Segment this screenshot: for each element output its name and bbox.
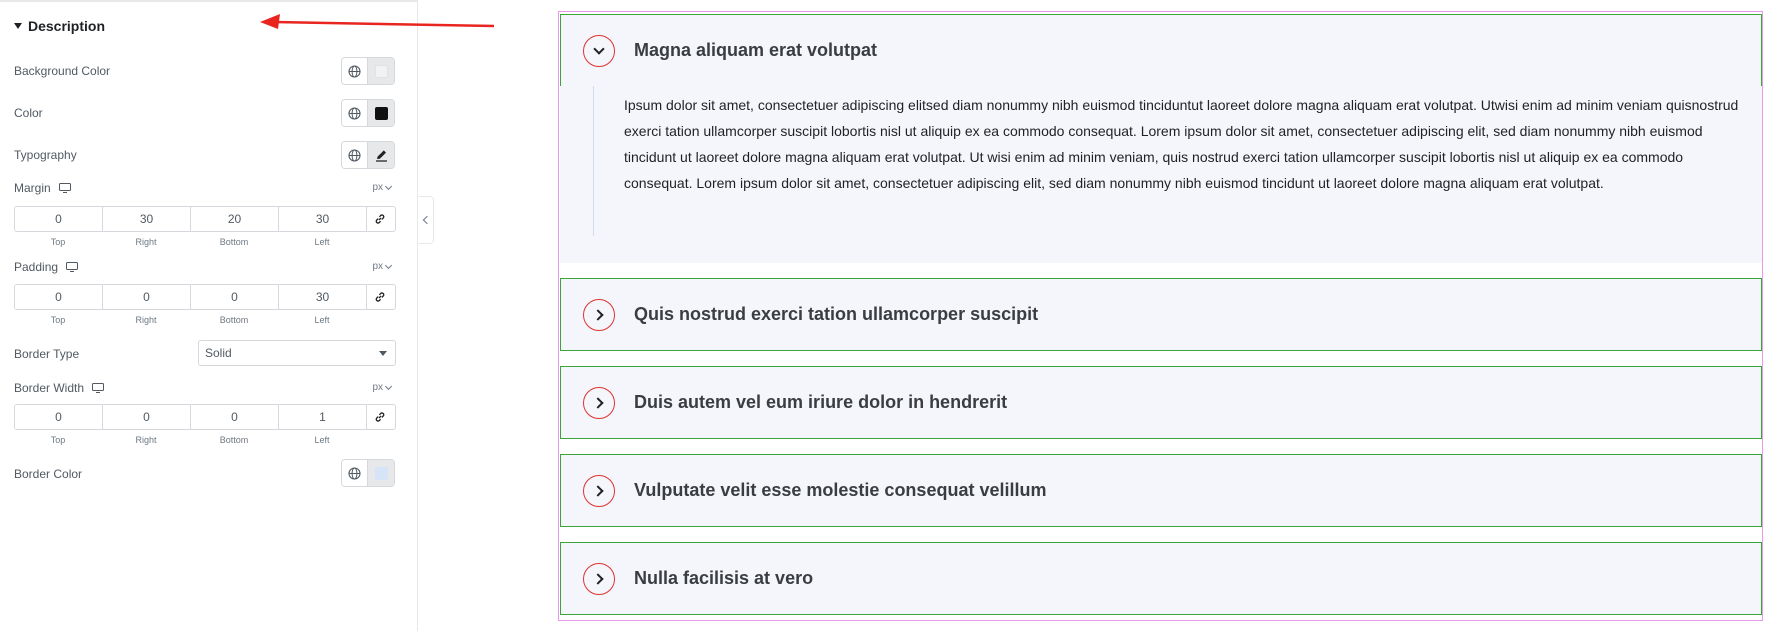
chevron-down-icon <box>385 261 392 268</box>
chevron-right-icon <box>592 309 603 320</box>
accordion-item-description: Ipsum dolor sit amet, consectetuer adipiscing elitsed diam nonummy nibh euismod tinciduntut laoreet dolore magna aliquam erat volutpat. Utwisi enim ad minim veniam quisnostrud exerci tation ullamcorper suscipit lobortis nisl ut aliquip ex ea commodo consequat. Lorem ipsum dolor sit amet, consectetuer adipiscing elit, sed diam nonummy nibh euismod tincidunt ut laoreet dolore magna aliquam erat volutpat. Ut wisi enim ad minim veniam, quis nostrud exerci tation ullamcorper suscipit lobortis nisl ut aliquip ex ea commodo consequat. Lorem ipsum dolor sit amet, consectetuer adipiscing elit, sed diam nonummy nibh euismod tincidunt ut laoreet dolore magna aliquam erat volutpat. <box>593 86 1753 236</box>
margin-left-input[interactable]: 30 <box>279 207 367 231</box>
global-typography-button[interactable] <box>342 142 368 168</box>
padding-inputs <box>14 284 396 310</box>
accordion-item-header[interactable] <box>560 14 1762 87</box>
section-title: Description <box>28 18 106 34</box>
global-colors-button[interactable] <box>342 100 368 126</box>
toggle-icon-ring <box>583 299 615 331</box>
collapse-panel-button[interactable] <box>418 196 434 244</box>
border-color-swatch <box>375 467 388 480</box>
monitor-icon[interactable] <box>66 262 78 272</box>
color-picker[interactable] <box>368 100 394 126</box>
border-width-unit-select[interactable]: px <box>372 382 391 393</box>
global-colors-button[interactable] <box>342 58 368 84</box>
accordion-item-header[interactable] <box>560 366 1762 439</box>
link-values-button[interactable] <box>367 405 393 429</box>
accordion-preview <box>558 11 1763 621</box>
border-width-label: Border Width <box>14 381 104 395</box>
padding-bottom-input[interactable]: 0 <box>191 285 279 309</box>
global-colors-button[interactable] <box>342 460 368 486</box>
background-color-control <box>341 57 395 85</box>
chevron-down-icon <box>385 382 392 389</box>
border-width-bottom-input[interactable]: 0 <box>191 405 279 429</box>
accordion-item-content <box>560 86 1762 263</box>
border-width-left-input[interactable]: 1 <box>279 405 367 429</box>
margin-top-input[interactable]: 0 <box>15 207 103 231</box>
accordion-item-header[interactable] <box>560 454 1762 527</box>
accordion-item-title: Quis nostrud exerci tation ullamcorper suscipit <box>634 304 1039 324</box>
globe-icon <box>348 467 361 480</box>
border-width-inputs <box>14 404 396 430</box>
typography-label: Typography <box>14 148 77 162</box>
pencil-icon <box>375 149 388 162</box>
toggle-icon-ring <box>583 387 615 419</box>
globe-icon <box>348 107 361 120</box>
toggle-icon-ring <box>583 475 615 507</box>
link-values-button[interactable] <box>367 285 393 309</box>
accordion-item-header[interactable] <box>560 542 1762 615</box>
chevron-left-icon <box>423 216 431 224</box>
toggle-icon-ring <box>583 563 615 595</box>
accordion-item-title: Duis autem vel eum iriure dolor in hendrerit <box>634 392 1008 412</box>
padding-left-input[interactable]: 30 <box>279 285 367 309</box>
border-color-control <box>341 459 395 487</box>
link-icon <box>374 411 386 423</box>
caret-down-icon <box>14 23 22 29</box>
monitor-icon[interactable] <box>59 183 71 193</box>
border-type-select[interactable]: Solid <box>198 340 396 366</box>
link-icon <box>374 213 386 225</box>
background-color-swatch <box>375 65 388 78</box>
margin-bottom-input[interactable]: 20 <box>191 207 279 231</box>
color-label: Color <box>14 106 43 120</box>
border-type-label: Border Type <box>14 347 80 361</box>
globe-icon <box>348 65 361 78</box>
chevron-down-icon <box>593 43 604 54</box>
typography-edit-button[interactable] <box>368 142 394 168</box>
panel-divider <box>0 0 418 2</box>
margin-right-input[interactable]: 30 <box>103 207 191 231</box>
color-swatch <box>375 107 388 120</box>
accordion-item-title: Magna aliquam erat volutpat <box>634 40 878 60</box>
background-color-picker[interactable] <box>368 58 394 84</box>
color-control <box>341 99 395 127</box>
padding-unit-select[interactable]: px <box>372 261 391 272</box>
padding-label: Padding <box>14 260 78 274</box>
border-width-top-input[interactable]: 0 <box>15 405 103 429</box>
caret-down-icon <box>379 351 387 356</box>
border-color-label: Border Color <box>14 467 83 481</box>
annotation-arrow <box>256 14 496 34</box>
accordion-item-title: Nulla facilisis at vero <box>634 568 814 588</box>
accordion-item-header[interactable] <box>560 278 1762 351</box>
padding-right-input[interactable]: 0 <box>103 285 191 309</box>
background-color-label: Background Color <box>14 64 111 78</box>
globe-icon <box>348 149 361 162</box>
border-color-picker[interactable] <box>368 460 394 486</box>
chevron-down-icon <box>385 182 392 189</box>
border-width-side-labels: Top Right Bottom Left <box>50 435 330 445</box>
border-width-right-input[interactable]: 0 <box>103 405 191 429</box>
chevron-right-icon <box>592 573 603 584</box>
typography-control <box>341 141 395 169</box>
margin-side-labels: Top Right Bottom Left <box>50 237 330 247</box>
margin-label: Margin <box>14 181 71 195</box>
accordion-item-title: Vulputate velit esse molestie consequat velillum <box>634 480 1047 500</box>
section-toggle-description[interactable] <box>14 16 105 36</box>
margin-inputs <box>14 206 396 232</box>
margin-unit-select[interactable]: px <box>372 182 391 193</box>
padding-side-labels: Top Right Bottom Left <box>50 315 330 325</box>
chevron-right-icon <box>592 397 603 408</box>
monitor-icon[interactable] <box>92 383 104 393</box>
toggle-icon-ring <box>583 35 615 67</box>
padding-top-input[interactable]: 0 <box>15 285 103 309</box>
link-values-button[interactable] <box>367 207 393 231</box>
link-icon <box>374 291 386 303</box>
chevron-right-icon <box>592 485 603 496</box>
style-panel <box>0 0 418 631</box>
